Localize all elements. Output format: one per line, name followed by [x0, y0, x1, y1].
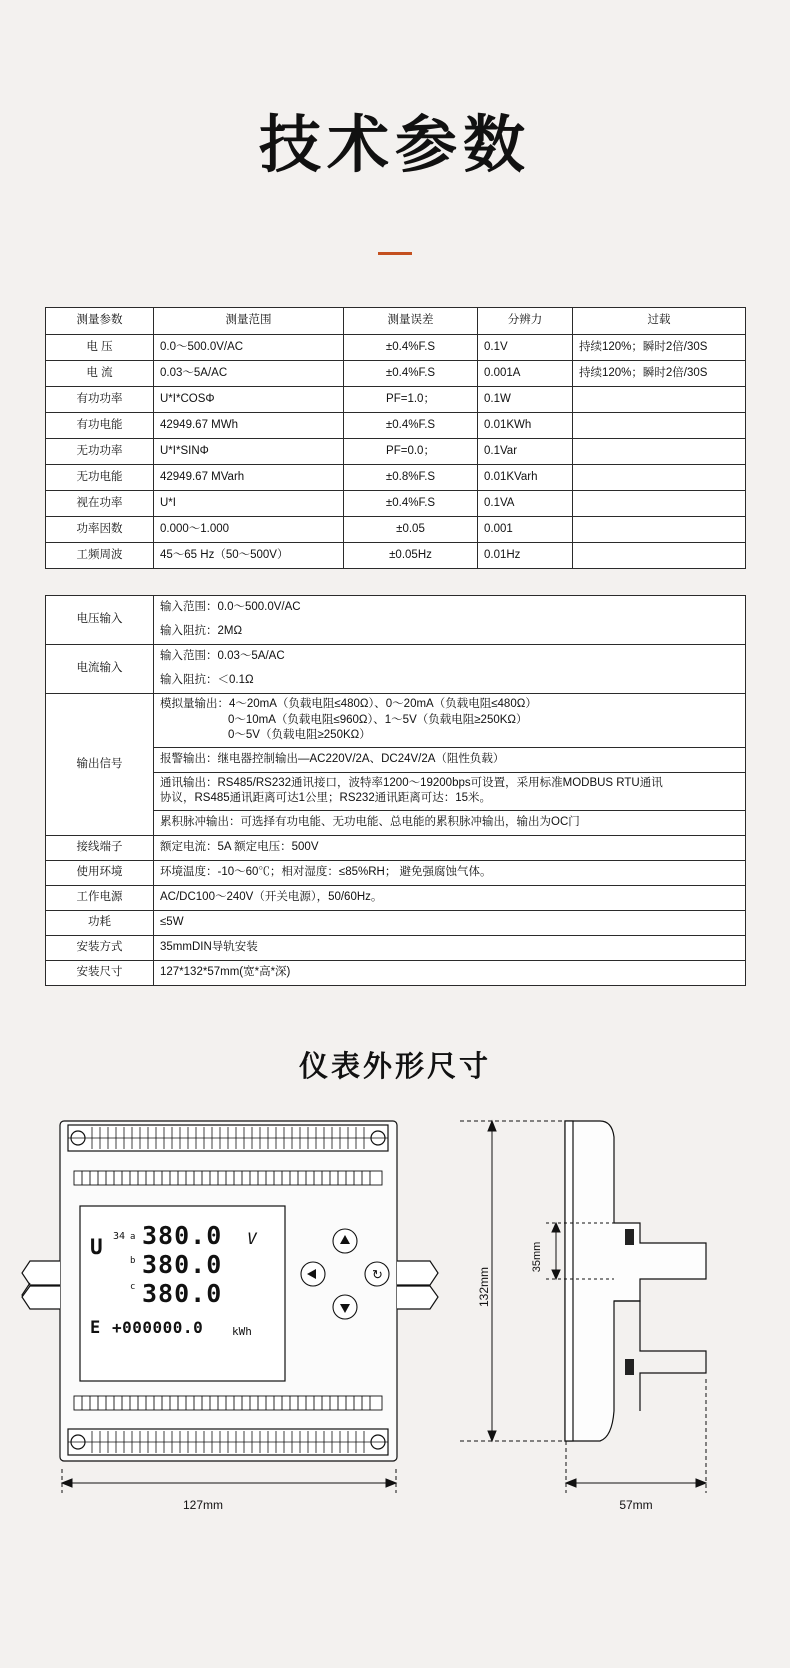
table-row	[46, 465, 746, 491]
cell-range: 42949.67 MWh	[154, 413, 344, 439]
cell-range: U*I*SINΦ	[154, 439, 344, 465]
dimension-drawing	[0, 1111, 790, 1541]
label-output-signal: 输出信号	[46, 694, 154, 836]
detail-table-wrapper	[45, 595, 745, 986]
front-view	[22, 1121, 438, 1461]
table-row	[46, 491, 746, 517]
cell-range: U*I*COSΦ	[154, 387, 344, 413]
header-param: 测量参数	[46, 308, 154, 335]
cell-param: 功率因数	[46, 517, 154, 543]
lcd-value-a: 380.0	[142, 1220, 223, 1250]
value-consumption: ≤5W	[154, 910, 746, 935]
table-row-mounting	[46, 935, 746, 960]
cell-resolution: 0.01KVarh	[478, 465, 573, 491]
value-comm-output	[154, 772, 746, 810]
cell-param: 工频周波	[46, 543, 154, 569]
label-voltage-input: 电压输入	[46, 596, 154, 645]
header-overload: 过载	[573, 308, 746, 335]
cell-range: 42949.67 MVarh	[154, 465, 344, 491]
table-row	[46, 439, 746, 465]
label-rail: 35mm	[531, 1241, 543, 1272]
cell-overload	[573, 413, 746, 439]
lcd-phase-b: b	[130, 1255, 136, 1266]
value-current-range: 输入范围：0.03～5A/AC	[154, 645, 746, 670]
cell-range: 45～65 Hz（50～500V）	[154, 543, 344, 569]
dimension-section-title: 仪表外形尺寸	[298, 1048, 491, 1083]
cell-overload	[573, 491, 746, 517]
table-row-dimensions	[46, 960, 746, 985]
cell-overload	[573, 517, 746, 543]
enter-icon: ↻	[372, 1266, 383, 1282]
cell-error: ±0.4%F.S	[344, 361, 478, 387]
table-row-current-input	[46, 645, 746, 670]
header-resolution: 分辨力	[478, 308, 573, 335]
cell-overload	[573, 465, 746, 491]
table-row	[46, 387, 746, 413]
label-power: 工作电源	[46, 885, 154, 910]
value-power: AC/DC100～240V（开关电源），50/60Hz。	[154, 885, 746, 910]
value-terminal: 额定电流：5A 额定电压：500V	[154, 835, 746, 860]
label-consumption: 功耗	[46, 910, 154, 935]
lcd-unit-v: V	[247, 1228, 257, 1248]
cell-overload	[573, 387, 746, 413]
table-row	[46, 335, 746, 361]
cell-param: 无功功率	[46, 439, 154, 465]
page-title: 技术参数	[258, 108, 531, 181]
analog-line-3: 0～5V（负载电阻≥250KΩ）	[228, 729, 371, 742]
cell-param: 电 压	[46, 335, 154, 361]
label-current-input: 电流输入	[46, 645, 154, 694]
cell-error: ±0.4%F.S	[344, 491, 478, 517]
cell-resolution: 0.001	[478, 517, 573, 543]
cell-range: 0.000～1.000	[154, 517, 344, 543]
cell-range: U*I	[154, 491, 344, 517]
lcd-energy-value: +000000.0	[112, 1317, 204, 1337]
label-depth: 57mm	[619, 1497, 653, 1512]
cell-range: 0.03～5A/AC	[154, 361, 344, 387]
value-alarm-output: 报警输出：继电器控制输出—AC220V/2A、DC24V/2A（阻性负载）	[154, 747, 746, 772]
table-row-power	[46, 885, 746, 910]
title-divider	[378, 252, 412, 255]
table-row-terminal	[46, 835, 746, 860]
table-row	[46, 517, 746, 543]
label-environment: 使用环境	[46, 860, 154, 885]
lcd-value-b: 380.0	[142, 1249, 223, 1279]
cell-error: ±0.05	[344, 517, 478, 543]
comm-line-2: 协议，RS485通讯距离可达1公里；RS232通讯距离可达：15米。	[160, 792, 492, 805]
header-range: 测量范围	[154, 308, 344, 335]
label-mounting: 安装方式	[46, 935, 154, 960]
cell-resolution: 0.1Var	[478, 439, 573, 465]
cell-error: ±0.8%F.S	[344, 465, 478, 491]
table-header-row	[46, 308, 746, 335]
side-view	[565, 1121, 706, 1441]
value-mounting: 35mmDIN导轨安装	[154, 935, 746, 960]
cell-overload: 持续120%；瞬时2倍/30S	[573, 361, 746, 387]
cell-error: ±0.4%F.S	[344, 335, 478, 361]
lcd-unit-e: E	[90, 1317, 101, 1338]
label-width: 127mm	[182, 1497, 224, 1512]
table-row-environment	[46, 860, 746, 885]
table-row-output-analog	[46, 694, 746, 748]
lcd-phase-a: a	[130, 1231, 136, 1242]
value-voltage-range: 输入范围：0.0～500.0V/AC	[154, 596, 746, 621]
lcd-phase-c: c	[130, 1281, 136, 1292]
lcd-energy-unit: kWh	[232, 1324, 252, 1338]
cell-resolution: 0.1W	[478, 387, 573, 413]
value-voltage-impedance: 输入阻抗：2MΩ	[154, 620, 746, 645]
spec-table-wrapper	[45, 307, 745, 569]
analog-line-2: 0～10mA（负载电阻≤960Ω）、1～5V（负载电阻≥250KΩ）	[228, 713, 528, 726]
lcd-value-c: 380.0	[142, 1278, 223, 1308]
spec-table	[45, 307, 746, 569]
value-dimensions: 127*132*57mm(宽*高*深)	[154, 960, 746, 985]
header-error: 测量误差	[344, 308, 478, 335]
cell-overload	[573, 543, 746, 569]
cell-resolution: 0.1V	[478, 335, 573, 361]
value-analog-output	[154, 694, 746, 748]
cell-range: 0.0～500.0V/AC	[154, 335, 344, 361]
cell-param: 电 流	[46, 361, 154, 387]
label-terminal: 接线端子	[46, 835, 154, 860]
cell-resolution: 0.01Hz	[478, 543, 573, 569]
cell-error: PF=1.0；	[344, 387, 478, 413]
analog-line-1: 模拟量输出：4～20mA（负载电阻≤480Ω）、0～20mA（负载电阻≤480Ω）	[160, 698, 537, 710]
lcd-small-digits: 34	[113, 1230, 126, 1242]
value-current-impedance: 输入阻抗：＜0.1Ω	[154, 669, 746, 694]
value-environment: 环境温度：-10～60℃；相对湿度：≤85%RH； 避免强腐蚀气体。	[154, 860, 746, 885]
cell-overload: 持续120%；瞬时2倍/30S	[573, 335, 746, 361]
table-row	[46, 361, 746, 387]
label-dimensions: 安装尺寸	[46, 960, 154, 985]
detail-table	[45, 595, 746, 986]
cell-param: 有功电能	[46, 413, 154, 439]
cell-error: PF=0.0；	[344, 439, 478, 465]
side-slot-bottom	[625, 1359, 634, 1375]
table-row-voltage-input	[46, 596, 746, 621]
cell-error: ±0.4%F.S	[344, 413, 478, 439]
cell-resolution: 0.01KWh	[478, 413, 573, 439]
lcd-unit-u: U	[90, 1234, 103, 1259]
side-slot-top	[625, 1229, 634, 1245]
value-pulse-output: 累积脉冲输出：可选择有功电能、无功电能、总电能的累积脉冲输出，输出为OC门	[154, 810, 746, 835]
label-height: 132mm	[477, 1266, 491, 1307]
cell-resolution: 0.1VA	[478, 491, 573, 517]
cell-param: 无功电能	[46, 465, 154, 491]
cell-error: ±0.05Hz	[344, 543, 478, 569]
cell-param: 视在功率	[46, 491, 154, 517]
cell-overload	[573, 439, 746, 465]
table-row	[46, 413, 746, 439]
table-row	[46, 543, 746, 569]
comm-line-1: 通讯输出：RS485/RS232通讯接口，波特率1200～19200bps可设置，采用标准MODBUS RTU通讯	[160, 776, 663, 789]
cell-param: 有功功率	[46, 387, 154, 413]
cell-resolution: 0.001A	[478, 361, 573, 387]
table-row-consumption	[46, 910, 746, 935]
